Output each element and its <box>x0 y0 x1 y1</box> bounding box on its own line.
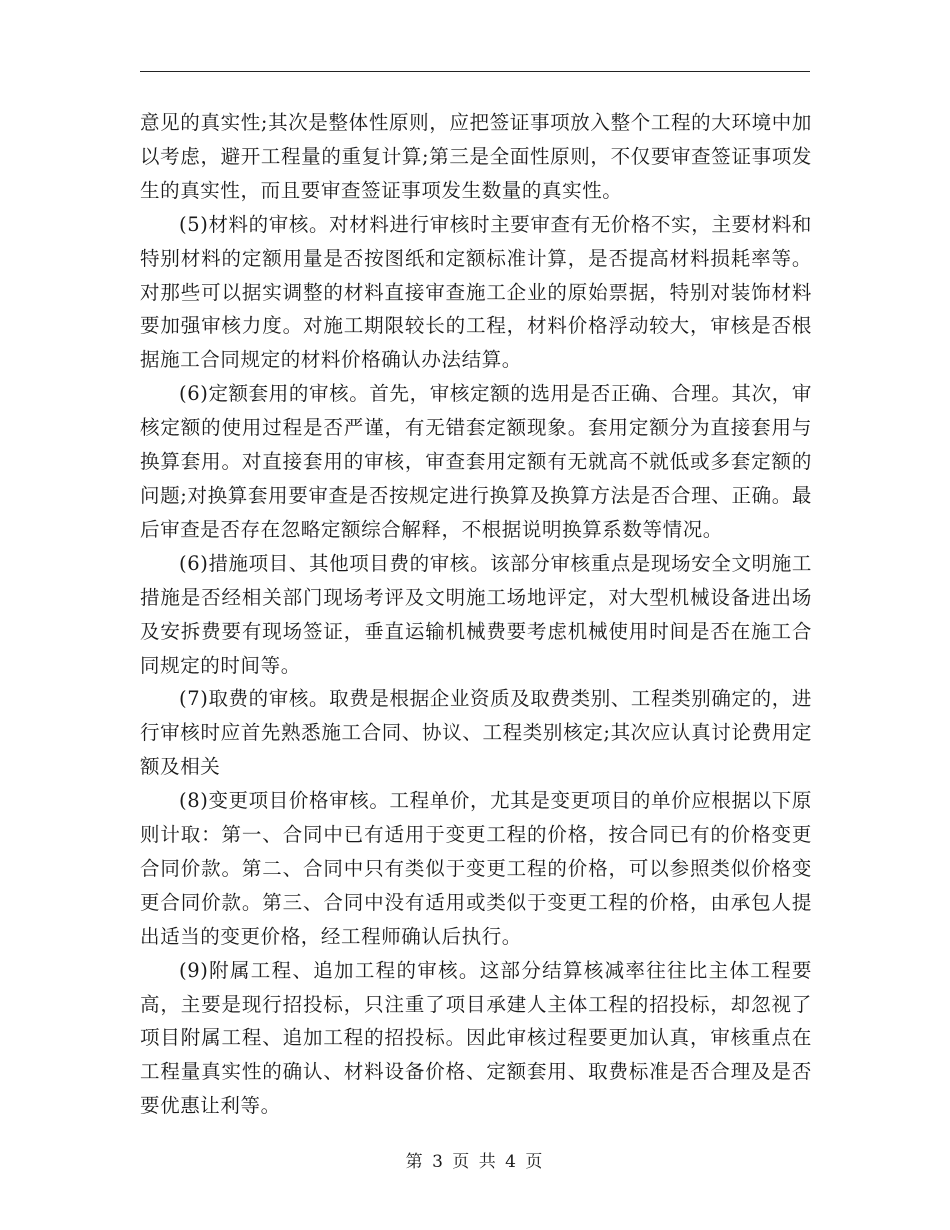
header-rule <box>140 71 810 72</box>
paragraph-change-price-review: (8)变更项目价格审核。工程单价，尤其是变更项目的单价应根据以下原则计取：第一、合同中已有适用于变更工程的价格，按合同已有的价格变更合同价款。第二、合同中只有类似于变更工程的价格，可以参照类似价格变更合同价款。第三、合同中没有适用或类似于变更工程的价格，由承包人提出适当的变更价格，经工程师确认后执行。 <box>140 789 812 948</box>
paragraph-material-review: (5)材料的审核。对材料进行审核时主要审查有无价格不实，主要材料和特别材料的定额用量是否按图纸和定额标准计算，是否提高材料损耗率等。对那些可以据实调整的材料直接审查施工企业的原始票据，特别对装饰材料要加强审核力度。对施工期限较长的工程，材料价格浮动较大，审核是否根据施工合同规定的材料价格确认办法结算。 <box>140 212 812 372</box>
page-number: 第 3 页 共 4 页 <box>405 1152 545 1172</box>
paragraph-ancillary-review: (9)附属工程、追加工程的审核。这部分结算核减率往往比主体工程要高，主要是现行招投标，只注重了项目承建人主体工程的招投标，却忽视了项目附属工程、追加工程的招投标。因此审核过程要更加认真，审核重点在工程量真实性的确认、材料设备价格、定额套用、取费标准是否合理及是否要优惠让利等。 <box>140 958 812 1118</box>
body-text <box>140 106 812 1123</box>
paragraph-fee-review: (7)取费的审核。取费是根据企业资质及取费类别、工程类别确定的，进行审核时应首先熟悉施工合同、协议、工程类别核定;其次应认真讨论费用定额及相关 <box>140 687 812 779</box>
paragraph-continuation: 意见的真实性;其次是整体性原则，应把签证事项放入整个工程的大环境中加以考虑，避开工程量的重复计算;第三是全面性原则，不仅要审查签证事项发生的真实性，而且要审查签证事项发生数量的真实性。 <box>140 111 812 202</box>
paragraph-measures-review: (6)措施项目、其他项目费的审核。该部分审核重点是现场安全文明施工措施是否经相关部门现场考评及文明施工场地评定，对大型机械设备进出场及安拆费要有现场签证，垂直运输机械费要考虑机械使用时间是否在施工合同规定的时间等。 <box>140 551 812 677</box>
paragraph-quota-review: (6)定额套用的审核。首先，审核定额的选用是否正确、合理。其次，审核定额的使用过程是否严谨，有无错套定额现象。套用定额分为直接套用与换算套用。对直接套用的审核，审查套用定额有无就高不就低或多套定额的问题;对换算套用要审查是否按规定进行换算及换算方法是否合理、正确。最后审查是否存在忽略定额综合解释，不根据说明换算系数等情况。 <box>140 382 812 541</box>
